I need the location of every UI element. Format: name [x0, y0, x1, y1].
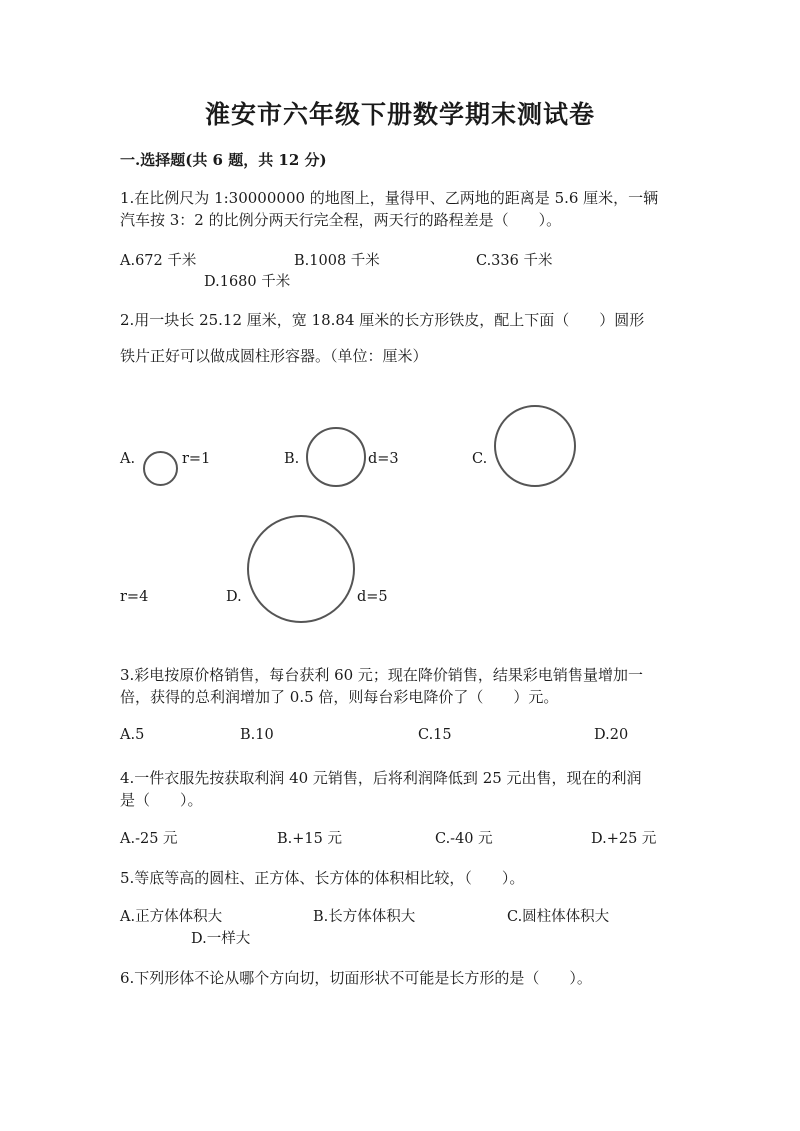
circle-b-label: d=3 [368, 451, 399, 467]
question-2-line-1: 2.用一块长 25.12 厘米，宽 18.84 厘米的长方形铁皮，配上下面（ ）圆形 [120, 311, 645, 329]
circle-a-label: r=1 [182, 451, 211, 467]
circle-d-label: d=5 [357, 589, 388, 605]
question-2-line-2: 铁片正好可以做成圆柱形容器。（单位：厘米） [120, 347, 428, 365]
question-2-option-b[interactable]: B. [284, 451, 300, 467]
section-heading: 一.选择题(共 6 题，共 12 分) [120, 151, 327, 169]
question-4-option-d[interactable]: D.+25 元 [591, 831, 657, 847]
question-3-option-a[interactable]: A.5 [120, 727, 145, 743]
question-4-line-1: 4.一件衣服先按获取利润 40 元销售，后将利润降低到 25 元出售，现在的利润 [120, 769, 642, 787]
question-1-line-1: 1.在比例尺为 1:30000000 的地图上，量得甲、乙两地的距离是 5.6 厘米，一辆 [120, 189, 659, 207]
question-3-line-2: 倍，获得的总利润增加了 0.5 倍，则每台彩电降价了（ ）元。 [120, 688, 559, 706]
question-1-option-d[interactable]: D.1680 千米 [204, 274, 291, 290]
circle-d-figure [247, 515, 355, 623]
question-4-option-b[interactable]: B.+15 元 [277, 831, 342, 847]
question-6-line-1: 6.下列形体不论从哪个方向切，切面形状不可能是长方形的是（ ）。 [120, 969, 592, 987]
question-5-option-b[interactable]: B.长方体体积大 [313, 909, 416, 925]
question-5-line-1: 5.等底等高的圆柱、正方体、长方体的体积相比较，（ ）。 [120, 869, 525, 887]
circle-c-figure [494, 405, 576, 487]
question-3-option-d[interactable]: D.20 [594, 727, 629, 743]
question-1-line-2: 汽车按 3：2 的比例分两天行完全程，两天行的路程差是（ ）。 [120, 211, 562, 229]
question-5-option-c[interactable]: C.圆柱体体积大 [507, 909, 610, 925]
question-1-option-b[interactable]: B.1008 千米 [294, 253, 380, 269]
question-5-option-a[interactable]: A.正方体体积大 [120, 909, 223, 925]
question-4-option-c[interactable]: C.-40 元 [435, 831, 493, 847]
question-2-option-d[interactable]: D. [226, 589, 242, 605]
page-title: 淮安市六年级下册数学期末测试卷 [204, 100, 595, 129]
circle-b-figure [306, 427, 366, 487]
question-5-option-d[interactable]: D.一样大 [191, 931, 251, 947]
question-4-option-a[interactable]: A.-25 元 [120, 831, 178, 847]
circle-a-figure [143, 451, 178, 486]
question-3-line-1: 3.彩电按原价格销售，每台获利 60 元；现在降价销售，结果彩电销售量增加一 [120, 666, 643, 684]
question-1-option-c[interactable]: C.336 千米 [476, 253, 553, 269]
question-3-option-b[interactable]: B.10 [240, 727, 274, 743]
question-2-option-c[interactable]: C. [472, 451, 488, 467]
circle-c-label: r=4 [120, 589, 149, 605]
question-3-option-c[interactable]: C.15 [418, 727, 452, 743]
question-1-option-a[interactable]: A.672 千米 [120, 253, 197, 269]
question-4-line-2: 是（ ）。 [120, 791, 203, 809]
question-2-option-a[interactable]: A. [120, 451, 136, 467]
